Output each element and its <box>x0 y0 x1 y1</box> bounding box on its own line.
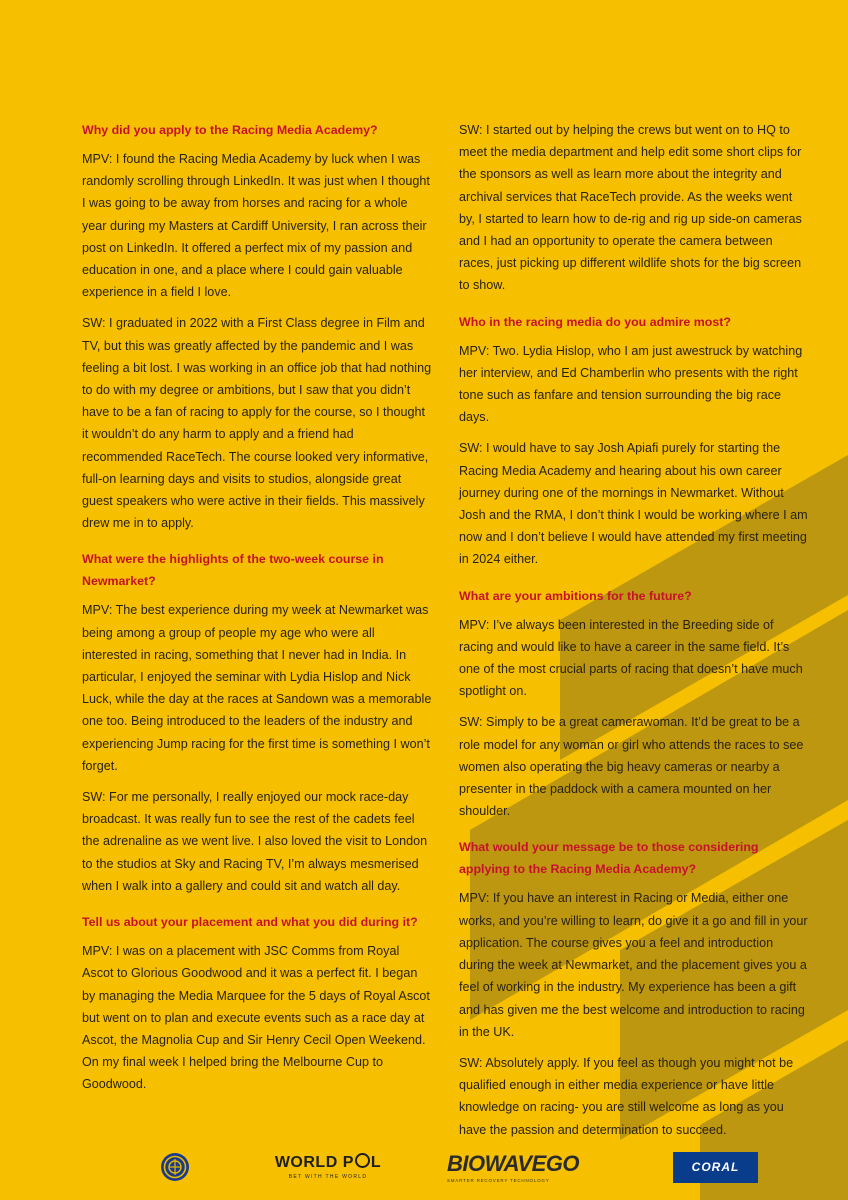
world-pool-logo <box>268 1153 388 1180</box>
answer-ambitions-mpv: MPV: I’ve always been interested in the Breeding side of racing and would like to have a career in the same field. It’s one of the most crucial parts of racing that doesn’t have much spotlight on. <box>459 617 803 699</box>
answer-apply-sw: SW: I graduated in 2022 with a First Class degree in Film and TV, but this was greatly affected by the pandemic and I was feeling a bit lost. I was working in an office job that had nothing to do with my degree or ambitions, but I saw that you didn’t have to be a fan of racing to apply for the course, so I thought it wouldn’t do any harm to apply and a friend had recommended RaceTech. The course looked very informative, full-on learning days and visits to studios, alongside great guest speakers who were active in their fields. This massively drew me in to apply. <box>82 316 432 531</box>
world-pool-o-icon <box>355 1153 370 1168</box>
answer-message-mpv: MPV: If you have an interest in Racing or Media, either one works, and you’re willing to learn, do give it a go and fill in your application. The course gives you a feel and introduction during the week at Newmarket, and the placement gives you a feel of working in the industry. My experience has been a gift and has given me the best welcome and introduction to racing in the UK. <box>459 891 808 1039</box>
question-highlights: What were the highlights of the two-week course in Newmarket? <box>82 552 384 589</box>
answer-highlights-sw: SW: For me personally, I really enjoyed our mock race-day broadcast. It was really fun to see the rest of the cadets feel the adrenaline as we went live. I also loved the visit to London to the studios at Sky and Racing TV, I’m always mesmerised when I walk into a gallery and could sit and watch all day. <box>82 790 428 893</box>
sponsor-logos <box>0 1143 848 1191</box>
answer-ambitions-sw: SW: Simply to be a great camerawoman. It’d be great to be a role model for any woman or girl who attends the races to see women also operating the big heavy cameras or nearby a presenter in the paddock with a camera mounted on her shoulder. <box>459 715 804 819</box>
answer-message-sw: SW: Absolutely apply. If you feel as though you might not be qualified enough in either media experience or have little knowledge on racing- you are still welcome as long as you have the passion and determination to succeed. <box>459 1055 794 1137</box>
biowavego-tagline: SMARTER RECOVERY TECHNOLOGY <box>447 1178 550 1183</box>
answer-placement-sw: SW: I started out by helping the crews but went on to HQ to meet the media department and help edit some short clips for the sponsors as well as learn more about the integrity and archival services that RaceTech provide. As the weeks went by, I started to learn how to de-rig and rig up side-on cameras and I had an opportunity to operate the camera between races, just picking up different wildlife shots for the big screen to show. <box>459 123 802 293</box>
right-column <box>459 119 809 1150</box>
question-ambitions: What are your ambitions for the future? <box>459 588 692 603</box>
answer-highlights-mpv: MPV: The best experience during my week at Newmarket was being among a group of people my age who were all interested in racing, something that I never had in India. In particular, I enjoyed the seminar with Lydia Hislop and Nick Luck, while the day at the races at Sandown was a memorable one too. Being introduced to the leaders of the industry and experiencing Jump racing for the first time is something I won’t forget. <box>82 603 432 773</box>
answer-admire-mpv: MPV: Two. Lydia Hislop, who I am just awestruck by watching her interview, and Ed Chamberlin who presents with the right tone such as fanfare and tension surrounding the big race days. <box>459 343 803 425</box>
question-message: What would your message be to those considering applying to the Racing Media Academy? <box>459 840 759 877</box>
world-pool-tagline: BET WITH THE WORLD <box>288 1174 368 1180</box>
answer-admire-sw: SW: I would have to say Josh Apiafi purely for starting the Racing Media Academy and hearing about his own career journey during one of the mornings in Newmarket. Without Josh and the RMA, I don’t think I would be working where I am now and I don’t believe I would have attended my first meeting in 2024 either. <box>459 441 808 567</box>
question-apply: Why did you apply to the Racing Media Academy? <box>82 123 378 137</box>
world-pool-wordmark: WORLD P L <box>274 1154 382 1171</box>
racing-crest-icon <box>160 1152 190 1182</box>
biowavego-wordmark: BIOWAVEGO <box>447 1151 579 1176</box>
coral-logo: CORAL <box>673 1152 758 1183</box>
answer-placement-mpv: MPV: I was on a placement with JSC Comms from Royal Ascot to Glorious Goodwood and it was a perfect fit. I began by managing the Media Marquee for the 5 days of Royal Ascot but went on to plan and execute events such as a race day at Ascot, the Magnolia Cup and Sir Henry Cecil Open Weekend. On my final week I helped bring the Melbourne Cup to Goodwood. <box>82 944 430 1092</box>
answer-apply-mpv: MPV: I found the Racing Media Academy by luck when I was randomly scrolling through LinkedIn. It was just when I thought I was going to be away from horses and racing for a whole year during my Masters at Cardiff University, I ran across their post on LinkedIn. It offered a perfect mix of my passion and education in one, and a place where I could gain valuable experience in a field I love. <box>82 152 430 300</box>
left-column <box>82 119 432 1105</box>
question-admire: Who in the racing media do you admire most? <box>459 314 731 329</box>
question-placement: Tell us about your placement and what you did during it? <box>82 915 418 930</box>
biowavego-logo <box>447 1151 597 1183</box>
